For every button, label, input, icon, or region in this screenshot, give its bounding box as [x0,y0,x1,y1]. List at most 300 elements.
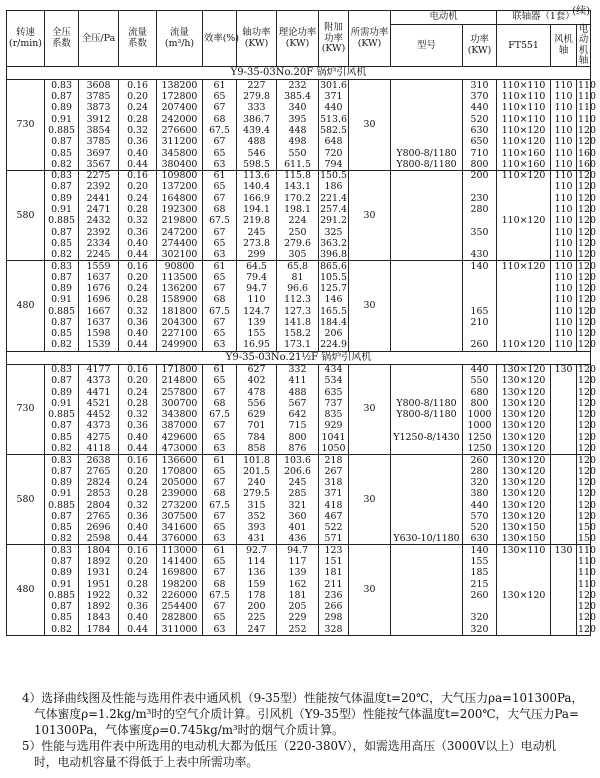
coupling-ft551-cell: 110×120 [497,170,551,181]
fan-shaft-cell: 110 [551,261,577,272]
fan-shaft-cell [551,398,577,409]
table-row [7,283,591,294]
efficiency-cell: 65 [203,522,237,533]
motor-shaft-cell: 120 [578,454,596,466]
flow-coef-cell: 0.40 [119,613,157,624]
theory-power-cell: 279.6 [277,238,319,249]
pressure-cell: 1696 [79,295,119,306]
required-power-cell: 794 [319,159,349,170]
motor-model-cell [391,590,463,601]
motor-shaft-cell: 110 [578,102,596,114]
pressure-coef-cell: 0.885 [45,125,79,136]
efficiency-cell: 65 [203,466,237,477]
motor-power-cell: 430 [463,249,497,260]
flow-cell: 273200 [157,500,203,511]
flow-cell: 239000 [157,488,203,499]
flow-coef-cell: 0.36 [119,136,157,147]
flow-coef-cell: 0.20 [119,91,157,102]
motor-shaft-cell: 120 [578,499,596,511]
coupling-ft551-cell: 130×120 [497,409,551,420]
efficiency-cell: 67.5 [203,215,237,226]
motor-model-cell [391,306,463,317]
speed-cell: 730 [7,80,45,170]
pressure-cell: 1922 [79,590,119,601]
shaft-power-cell: 598.5 [237,159,277,170]
shaft-power-cell: 478 [237,387,277,398]
flow-cell: 136600 [157,454,203,465]
motor-shaft-cell: 150 [578,533,596,545]
flow-coef-cell: 0.44 [119,443,157,454]
fan-shaft-cell: 110 [551,102,577,113]
pressure-coef-cell: 0.83 [45,261,79,272]
efficiency-cell: 68 [203,204,237,215]
table-row [7,488,591,499]
efficiency-cell: 65 [203,148,237,159]
efficiency-cell: 65 [203,182,237,193]
flow-cell: 198200 [157,579,203,590]
table-row [7,340,591,351]
flow-cell: 169800 [157,567,203,578]
pressure-coef-cell: 0.85 [45,238,79,249]
shaft-power-cell: 352 [237,511,277,522]
coupling-ft551-cell: 130×120 [497,500,551,511]
flow-cell: 254400 [157,601,203,612]
motor-model-cell [391,91,463,102]
required-power-cell: 165.5 [320,305,347,317]
flow-coef-cell: 0.32 [119,306,157,317]
flow-coef-cell: 0.44 [119,533,157,544]
motor-power-cell: 630 [463,125,497,136]
fan-performance-table [6,10,596,636]
coupling-ft551-cell: 130×120 [497,432,551,443]
motor-model-cell [391,488,463,499]
pressure-coef-cell: 0.87 [45,556,79,567]
fan-shaft-cell: 110 [551,272,577,283]
motor-power-cell: 520 [463,522,497,533]
theory-power-cell: 611.5 [277,159,319,170]
shaft-power-cell: 155 [237,328,277,339]
fan-shaft-cell [551,500,577,511]
pressure-cell: 2824 [79,477,119,488]
pressure-cell: 2638 [79,454,119,465]
flow-cell: 214800 [157,375,203,386]
table-row [7,272,591,283]
motor-model-cell: Y1250-8/1430 [391,432,463,443]
flow-cell: 219800 [157,215,203,226]
motor-power-cell: 280 [463,466,497,477]
table-row [7,204,591,215]
fan-shaft-cell: 110 [551,295,577,306]
fan-shaft-cell [551,522,577,533]
motor-model-cell [391,466,463,477]
shaft-power-cell: 110 [237,295,277,306]
pressure-cell: 4521 [79,398,119,409]
required-power-cell: 865.6 [320,260,347,272]
pressure-cell: 1637 [79,272,119,283]
shaft-power-cell: 124.7 [237,306,277,317]
pressure-cell: 4373 [79,420,119,431]
pressure-coef-cell: 0.82 [45,533,79,544]
flow-coef-cell: 0.36 [119,420,157,431]
pressure-cell: 1676 [79,283,119,294]
theory-power-cell: 285 [277,488,319,499]
required-power-cell: 267 [319,466,349,477]
shaft-power-cell: 273.8 [237,238,277,249]
table-row [7,500,591,511]
coupling-ft551-cell [497,579,551,590]
coupling-ft551-cell: 130×120 [497,420,551,431]
required-power-cell: 236 [319,590,349,601]
pressure-cell: 4471 [79,387,119,398]
flow-coef-cell: 0.24 [119,477,157,488]
required-power-cell: 125.7 [320,283,347,295]
flow-cell: 247200 [157,227,203,238]
table-row [7,443,591,454]
table-row [7,364,591,375]
coupling-ft551-cell: 130×120 [497,398,551,409]
motor-power-cell: 320 [463,624,497,635]
efficiency-cell: 63 [203,624,237,635]
table-row [7,148,591,159]
pressure-coef-cell: 0.85 [45,328,79,339]
pressure-coef-cell: 0.87 [45,466,79,477]
motor-model-cell [391,364,463,375]
flow-coef-cell: 0.40 [119,328,157,339]
coupling-ft551-cell: 130×120 [497,488,551,499]
header-pressure: 全压/Pa [79,11,119,67]
motor-shaft-cell: 120 [578,375,596,387]
table-row [7,159,591,170]
shaft-power-cell: 315 [237,500,277,511]
fan-shaft-cell [551,443,577,454]
shaft-power-cell: 629 [237,409,277,420]
efficiency-cell: 63 [203,249,237,260]
coupling-ft551-cell: 110×160 [497,159,551,170]
pressure-cell: 1843 [79,613,119,624]
efficiency-cell: 65 [203,556,237,567]
header-flow-coef: 流量 系数 [119,11,157,67]
table-row [7,398,591,409]
motor-shaft-cell: 150 [578,522,596,534]
fan-shaft-cell: 110 [551,125,577,136]
speed-cell: 480 [7,545,45,635]
fan-shaft-cell [551,409,577,420]
table-row [7,91,591,102]
theory-power-cell: 305 [277,249,319,260]
efficiency-cell: 65 [203,91,237,102]
flow-cell: 307500 [157,511,203,522]
fan-shaft-cell: 110 [551,283,577,294]
table-row [7,306,591,317]
theory-power-cell: 117 [277,556,319,567]
speed-cell: 580 [7,170,45,260]
pressure-coef-cell: 0.89 [45,567,79,578]
motor-shaft-cell: 120 [578,510,596,522]
pressure-cell: 3854 [79,125,119,136]
coupling-ft551-cell: 110×110 [497,102,551,113]
efficiency-cell: 67.5 [203,125,237,136]
fan-shaft-cell: 110 [551,182,577,193]
required-power-cell: 318 [319,477,349,488]
shaft-power-cell: 247 [237,624,277,635]
efficiency-cell: 63 [203,533,237,544]
shaft-power-cell: 101.8 [237,454,277,465]
motor-power-cell: 320 [463,613,497,624]
theory-power-cell: 181 [277,590,319,601]
flow-coef-cell: 0.16 [119,454,157,465]
motor-shaft-cell: 120 [578,465,596,477]
motor-model-cell [391,227,463,238]
extra-power-cell: 30 [349,545,391,635]
shaft-power-cell: 627 [237,364,277,375]
required-power-cell: 467 [319,511,349,522]
efficiency-cell: 61 [203,261,237,272]
efficiency-cell: 65 [203,328,237,339]
required-power-cell: 206 [319,328,349,339]
pressure-cell: 1559 [79,261,119,272]
fan-shaft-cell: 110 [551,249,577,260]
pressure-coef-cell: 0.82 [45,159,79,170]
coupling-ft551-cell [497,306,551,317]
motor-power-cell: 1250 [463,432,497,443]
pressure-cell: 3873 [79,102,119,113]
pressure-coef-cell: 0.885 [45,590,79,601]
fan-shaft-cell: 110 [551,159,577,170]
fan-shaft-cell [551,488,577,499]
pressure-cell: 4452 [79,409,119,420]
coupling-ft551-cell: 130×110 [497,545,551,556]
motor-power-cell: 380 [463,488,497,499]
fan-shaft-cell [551,420,577,431]
pressure-coef-cell: 0.83 [45,454,79,465]
pressure-coef-cell: 0.82 [45,624,79,635]
shaft-power-cell: 393 [237,522,277,533]
pressure-coef-cell: 0.82 [45,249,79,260]
flow-coef-cell: 0.44 [119,624,157,635]
shaft-power-cell: 439.4 [237,125,277,136]
shaft-power-cell: 92.7 [237,545,277,556]
pressure-cell: 3567 [79,159,119,170]
flow-coef-cell: 0.36 [119,317,157,328]
coupling-ft551-cell: 110×120 [497,125,551,136]
flow-cell: 109800 [157,170,203,181]
table-row [7,249,591,260]
motor-model-cell [391,375,463,386]
pressure-cell: 4177 [79,364,119,375]
pressure-cell: 2853 [79,488,119,499]
flow-cell: 387000 [157,420,203,431]
motor-model-cell [391,545,463,556]
required-power-cell: 301.6 [320,80,347,92]
theory-power-cell: 232 [277,80,319,91]
required-power-cell: 181 [319,567,349,578]
theory-power-cell: 224 [277,215,319,226]
motor-shaft-cell: 120 [578,397,596,409]
efficiency-cell: 67.5 [203,500,237,511]
fan-shaft-cell: 130 [551,545,577,556]
flow-cell: 274400 [157,238,203,249]
flow-cell: 341600 [157,522,203,533]
motor-shaft-cell: 120 [578,125,596,136]
coupling-ft551-cell: 110×110 [497,80,551,91]
coupling-ft551-cell [497,204,551,215]
theory-power-cell: 65.8 [277,261,319,272]
motor-shaft-cell: 110 [578,80,596,92]
flow-coef-cell: 0.40 [119,148,157,159]
motor-shaft-cell: 110 [578,567,596,579]
flow-coef-cell: 0.28 [119,488,157,499]
coupling-ft551-cell [497,182,551,193]
flow-cell: 204300 [157,317,203,328]
pressure-cell: 3608 [79,80,119,91]
pressure-cell: 2441 [79,193,119,204]
required-power-cell: 221.4 [320,192,347,204]
motor-model-cell [391,624,463,635]
coupling-ft551-cell: 130×120 [497,375,551,386]
motor-shaft-cell: 120 [578,294,596,306]
motor-power-cell: 280 [463,204,497,215]
theory-power-cell: 158.2 [277,328,319,339]
required-power-cell: 418 [319,500,349,511]
motor-power-cell: 185 [463,567,497,578]
pressure-coef-cell: 0.885 [45,215,79,226]
theory-power-cell: 81 [277,272,319,283]
required-power-cell: 1041 [319,432,349,443]
coupling-ft551-cell [497,227,551,238]
efficiency-cell: 63 [203,340,237,351]
pressure-coef-cell: 0.91 [45,295,79,306]
motor-shaft-cell: 120 [578,226,596,238]
table-row [7,522,591,533]
flow-coef-cell: 0.44 [119,159,157,170]
table-row [7,567,591,578]
shaft-power-cell: 225 [237,613,277,624]
theory-power-cell: 715 [277,420,319,431]
pressure-cell: 3785 [79,136,119,147]
shaft-power-cell: 113.6 [237,170,277,181]
coupling-ft551-cell [497,295,551,306]
motor-shaft-cell: 120 [578,192,596,204]
table-row [7,613,591,624]
header-ft551: FT551 [497,25,551,67]
coupling-ft551-cell [497,328,551,339]
motor-model-cell [391,454,463,465]
shaft-power-cell: 858 [237,443,277,454]
flow-cell: 376000 [157,533,203,544]
theory-power-cell: 385.4 [277,91,319,102]
flow-coef-cell: 0.28 [119,295,157,306]
motor-power-cell: 350 [463,227,497,238]
pressure-coef-cell: 0.89 [45,102,79,113]
coupling-ft551-cell: 130×120 [497,454,551,465]
coupling-ft551-cell: 110×110 [497,91,551,102]
fan-shaft-cell: 110 [551,306,577,317]
coupling-ft551-cell [497,567,551,578]
efficiency-cell: 67 [203,601,237,612]
motor-power-cell: 260 [463,454,497,465]
required-power-cell: 396.8 [320,249,347,261]
shaft-power-cell: 556 [237,398,277,409]
required-power-cell: 291.2 [320,215,347,227]
motor-shaft-cell: 110 [578,544,596,556]
required-power-cell: 186 [319,182,349,193]
pressure-cell: 2765 [79,511,119,522]
motor-power-cell: 1000 [463,420,497,431]
table-row [7,125,591,136]
theory-power-cell: 642 [277,409,319,420]
fan-shaft-cell: 110 [551,114,577,125]
required-power-cell: 266 [319,601,349,612]
motor-power-cell: 440 [463,102,497,113]
flow-cell: 137200 [157,182,203,193]
coupling-ft551-cell [497,624,551,635]
flow-cell: 311000 [157,624,203,635]
pressure-coef-cell: 0.83 [45,545,79,556]
coupling-ft551-cell: 110×110 [497,114,551,125]
table-row [7,590,591,601]
table-row [7,80,591,91]
flow-cell: 90800 [157,261,203,272]
motor-model-cell [391,601,463,612]
motor-model-cell [391,500,463,511]
efficiency-cell: 65 [203,272,237,283]
efficiency-cell: 67 [203,317,237,328]
efficiency-cell: 67 [203,420,237,431]
motor-model-cell: Y800-8/1180 [391,148,463,159]
fan-shaft-cell: 110 [551,80,577,91]
table-row [7,227,591,238]
theory-power-cell: 360 [277,511,319,522]
coupling-ft551-cell [497,613,551,624]
flow-cell: 171800 [157,364,203,375]
efficiency-cell: 67 [203,387,237,398]
motor-power-cell: 320 [463,477,497,488]
motor-shaft-cell: 160 [578,147,596,159]
flow-coef-cell: 0.24 [119,283,157,294]
motor-power-cell: 570 [463,511,497,522]
pressure-coef-cell: 0.87 [45,511,79,522]
motor-shaft-cell: 120 [578,215,596,227]
efficiency-cell: 63 [203,443,237,454]
table-row [7,545,591,556]
coupling-ft551-cell [497,601,551,612]
motor-shaft-cell: 120 [578,386,596,398]
shaft-power-cell: 245 [237,227,277,238]
flow-coef-cell: 0.16 [119,545,157,556]
motor-shaft-cell: 120 [578,181,596,193]
fan-shaft-cell: 110 [551,328,577,339]
shaft-power-cell: 546 [237,148,277,159]
pressure-cell: 1804 [79,545,119,556]
shaft-power-cell: 166.9 [237,193,277,204]
header-motor-power: 功率 (KW) [463,25,497,67]
motor-shaft-cell: 120 [578,589,596,601]
motor-shaft-cell: 120 [578,488,596,500]
flow-coef-cell: 0.16 [119,170,157,181]
motor-power-cell: 140 [463,261,497,272]
motor-shaft-cell: 120 [578,260,596,272]
coupling-ft551-cell: 110×120 [497,340,551,351]
motor-model-cell: Y800-8/1180 [391,159,463,170]
motor-model-cell [391,556,463,567]
theory-power-cell: 411 [277,375,319,386]
flow-coef-cell: 0.28 [119,204,157,215]
motor-model-cell [391,261,463,272]
table-row [7,102,591,113]
pressure-coef-cell: 0.87 [45,182,79,193]
motor-power-cell: 310 [463,80,497,91]
theory-power-cell: 115.8 [277,170,319,181]
